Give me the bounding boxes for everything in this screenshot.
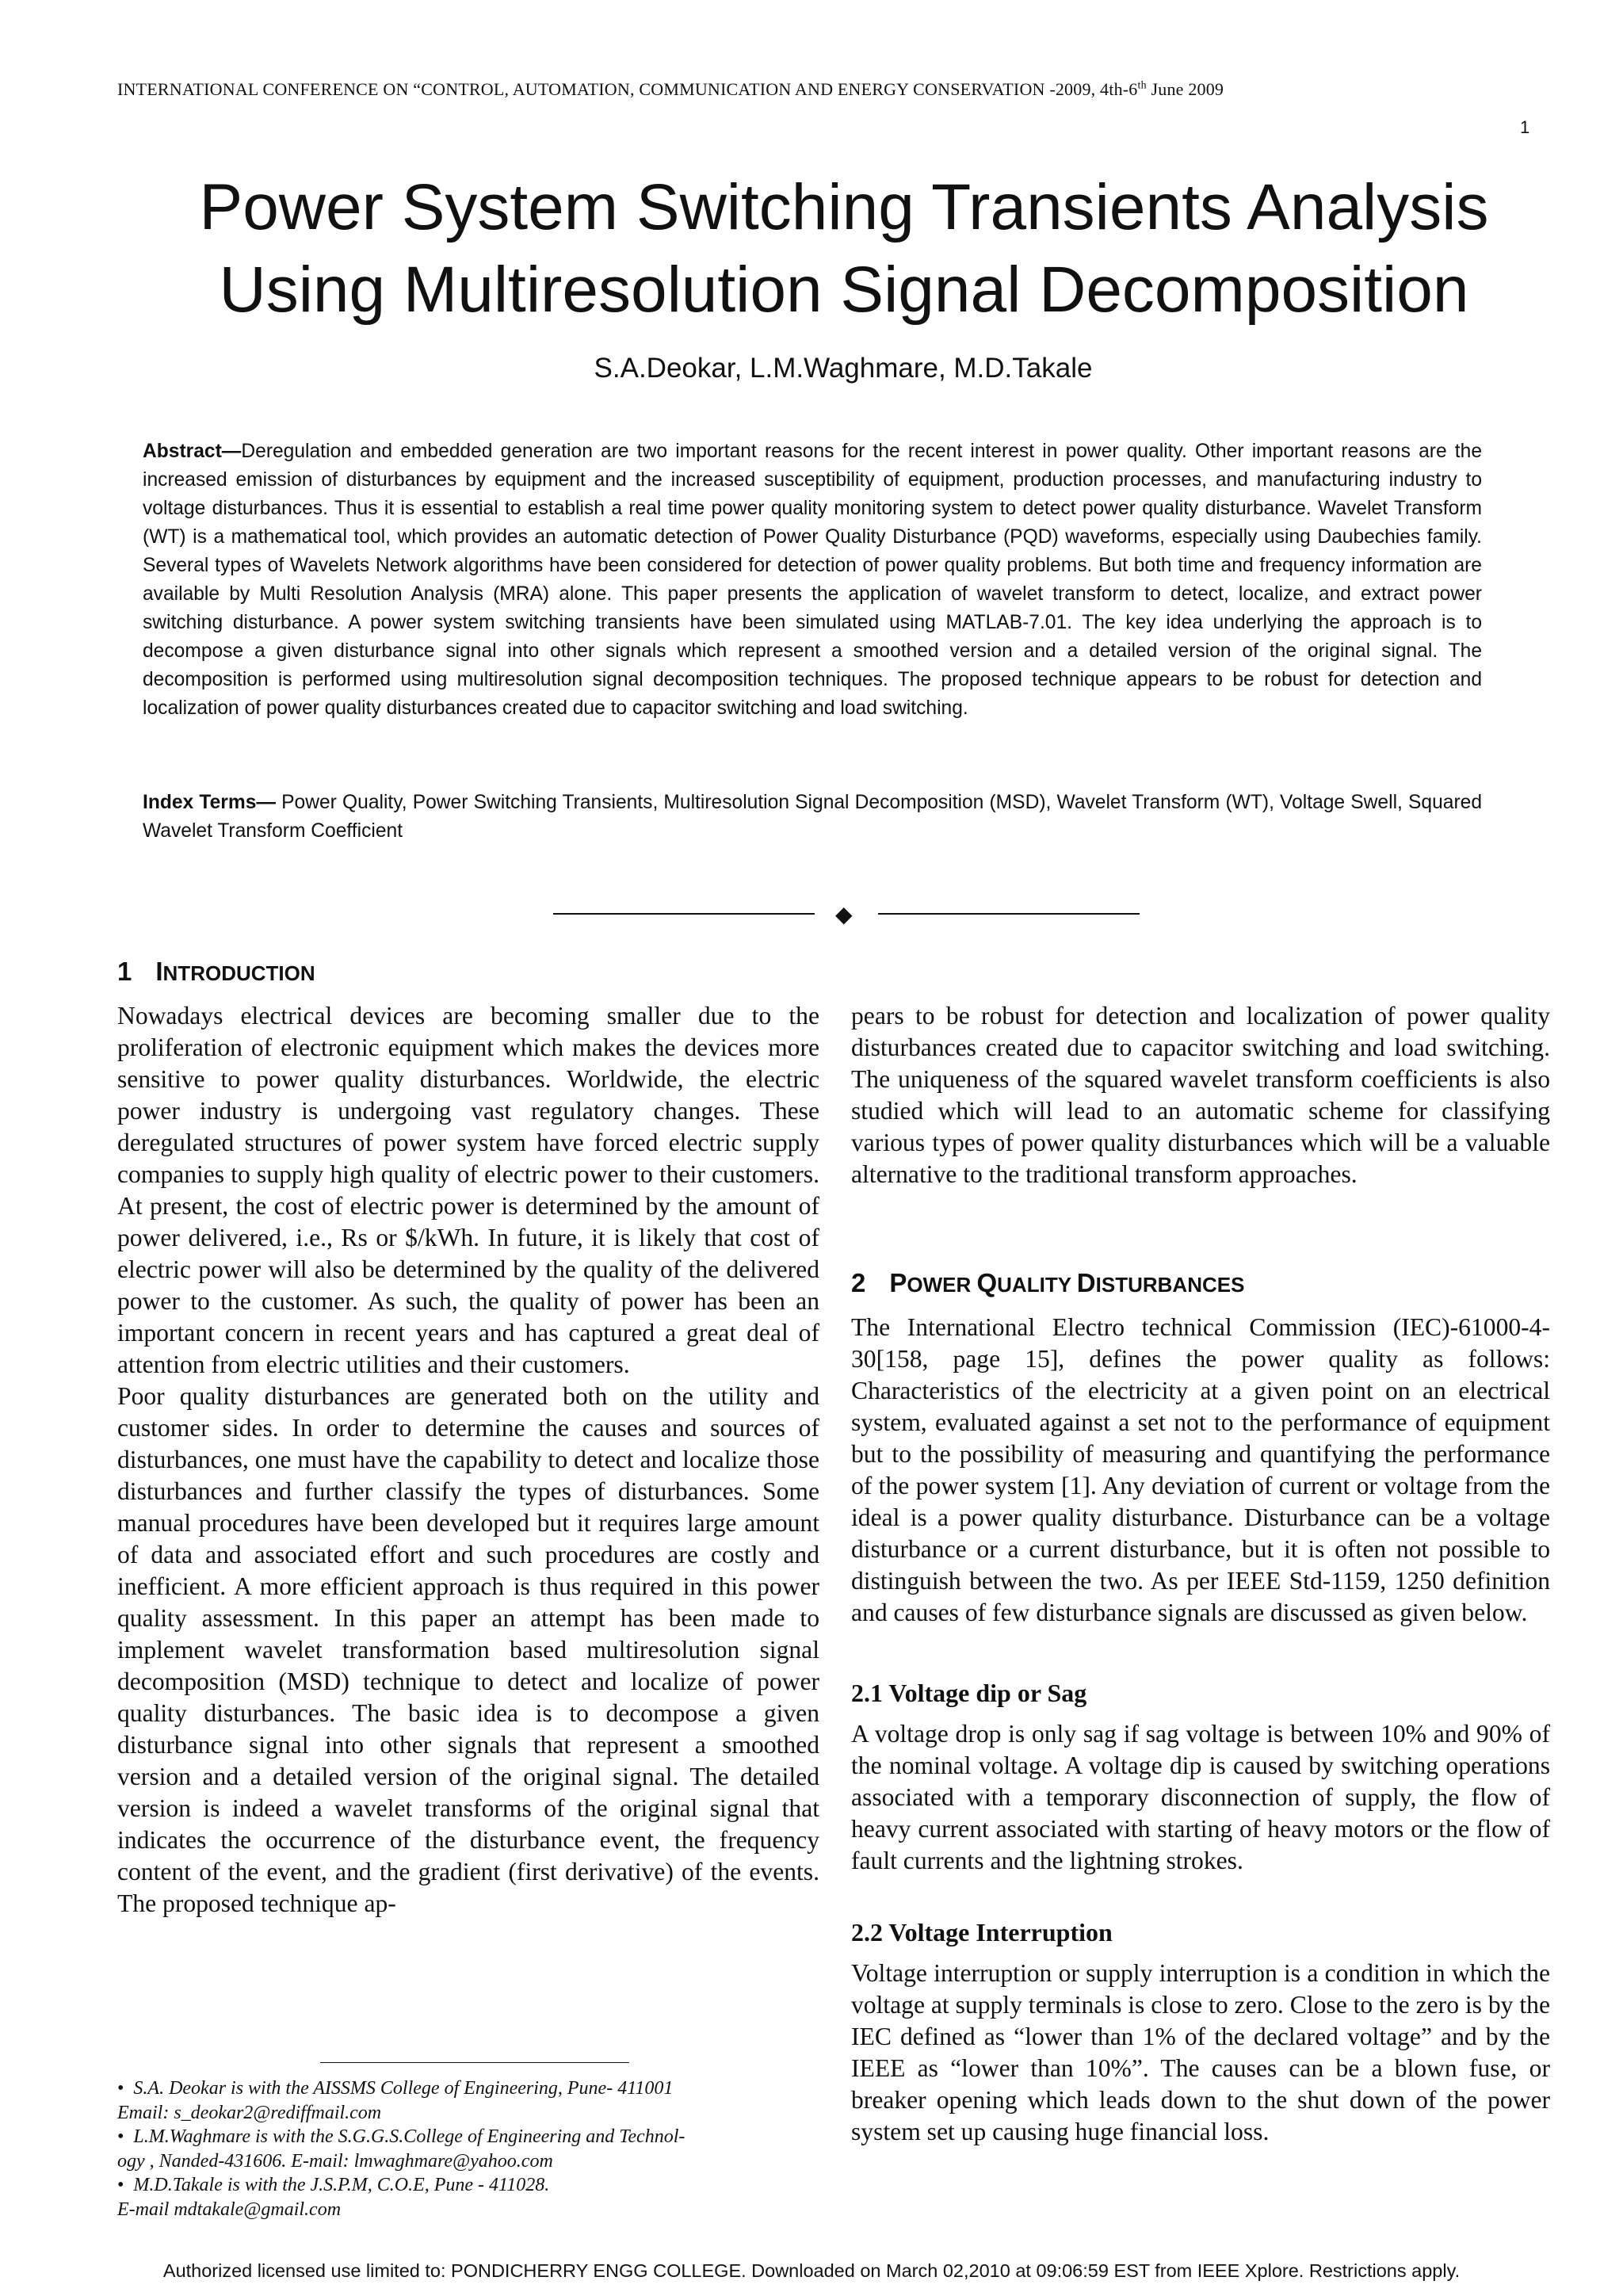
abstract-label: Abstract— [143,441,242,462]
left-column [117,1000,819,1920]
section-2-number: 2 [851,1268,866,1297]
license-notice: Authorized licensed use limited to: PONDICHERRY ENGG COLLEGE. Downloaded on March 02,2010 at 09:06:59 EST from IEEE Xplore. Restrictions apply. [162,2260,1461,2281]
paper-title [95,166,1593,331]
subsection-2-2-heading: 2.2 Voltage Interruption [851,1918,1113,1946]
page-number: 1 [1520,117,1530,137]
section-1-heading [117,957,315,987]
section-1-title-rest: NTRODUCTION [162,961,315,985]
footnote-rule [320,2062,629,2063]
abstract [143,437,1482,723]
footnote-item [117,2173,807,2198]
intro-continuation: pears to be robust for detection and localization of power quality disturbances created due to capacitor switching and load switching. The uniqueness of the squared wavelet transform coefficients is also studied which will lead to an automatic scheme for classifying various types of power quality disturbances which will be a valuable alternative to the traditional transform approaches. [851,1002,1550,1188]
bullet-icon: • [117,2126,124,2147]
abstract-text: Deregulation and embedded generation are two important reasons for the recent interest in power quality. Other important reasons are the increased emission of disturbances by equipment and the increased susceptibility of equipment, production processes, and manufacturing industry to voltage disturbances. Thus it is essential to establish a real time power quality monitoring system to detect power quality disturbance. Wavelet Transform (WT) is a mathematical tool, which provides an automatic detection of Power Quality Disturbance (PQD) waveforms, especially using Daubechies family. Several types of Wavelets Network algorithms have been considered for detection of power quality problems. But both time and frequency information are available by Multi Resolution Analysis (MRA) alone. This paper presents the application of wavelet transform to detect, localize, and extract power switching disturbance. A power system switching transients have been simulated using MATLAB-7.01. The key idea underlying the approach is to decompose a given disturbance signal into other signals which represent a smoothed version and a detailed version of the original signal. The decomposition is performed using multiresolution signal decomposition techniques. The proposed technique appears to be robust for detection and localization of power quality disturbances created due to capacitor switching and load switching. [143,441,1482,719]
section-2-title-p1-initial: P [889,1268,907,1297]
conference-header-sup: th [1137,79,1147,92]
footnote-item [117,2076,807,2101]
paper-title-line-2: Using Multiresolution Signal Decomposition [219,254,1469,326]
subsection-2-1-paragraph: A voltage drop is only sag if sag voltage is between 10% and 90% of the nominal voltage. A voltage dip is caused by switching operations associated with a temporary disconnection of supply, the flow of heavy current associated with starting of heavy motors or the flow of fault currents and the lightning strokes. [851,1720,1550,1874]
index-terms-label: Index Terms— [143,792,276,813]
section-2-title-p2-rest: UALITY [997,1273,1077,1297]
section-2-title-p1-rest: OWER [907,1273,977,1297]
intro-paragraph-2: Poor quality disturbances are generated both on the utility and customer sides. In order to determine the causes and sources of disturbances, one must have the capability to detect and localize those disturbances and further classify the types of disturbances. Some manual procedures have been developed but it requires large amount of data and associated effort and such procedures are costly and inefficient. A more efficient approach is thus required in this power quality assessment. In this paper an attempt has been made to implement wavelet transformation based multiresolution signal decomposition (MSD) technique to detect and localize of power quality disturbances. The basic idea is to decompose a given disturbance signal into other signals that represent a smoothed version and a detailed version of the original signal. The detailed version is indeed a wavelet transforms of the original signal that indicates the occurrence of the disturbance event, the frequency content of the event, and the gradient (first derivative) of the events. The proposed technique ap- [117,1382,819,1917]
subsection-2-1-heading: 2.1 Voltage dip or Sag [851,1679,1087,1707]
footnote-1-line-1: S.A. Deokar is with the AISSMS College of Engineering, Pune- 411001 [133,2078,674,2099]
divider-left [553,913,815,915]
section-2-title-p2-initial: Q [976,1268,998,1297]
section-2-heading [851,1268,1244,1298]
footnote-item [117,2125,807,2149]
subsection-2-2-paragraph: Voltage interruption or supply interruption is a condition in which the voltage at supply terminals is close to zero. Close to the zero is by the IEC defined as “lower than 1% of the declared voltage” and by the IEEE as “lower than 10%”. The causes can be a blown fuse, or breaker opening which leads down to the shut down of the power system set up causing huge financial loss. [851,1959,1550,2145]
authors: S.A.Deokar, L.M.Waghmare, M.D.Takale [594,353,1093,384]
section-2-title-p3-rest: ISTURBANCES [1095,1273,1245,1297]
section-1-number: 1 [117,957,132,986]
section-1-title-initial: I [155,957,163,986]
bullet-icon: • [117,2175,124,2195]
paper-title-line-1: Power System Switching Transients Analysis [199,171,1489,243]
section-2-title-p3-initial: D [1076,1268,1096,1297]
footnote-2-line-1: L.M.Waghmare is with the S.G.G.S.College of Engineering and Technol- [133,2126,685,2147]
bullet-icon: • [117,2078,124,2099]
conference-header-date: June 2009 [1146,79,1224,99]
footnote-2-line-2: ogy , Nanded-431606. E-mail: lmwaghmare@yahoo.com [117,2150,553,2172]
footnote-3-line-1: M.D.Takale is with the J.S.P.M, C.O.E, Pune - 411028. [133,2175,550,2195]
conference-header-text: INTERNATIONAL CONFERENCE ON “CONTROL, AUTOMATION, COMMUNICATION AND ENERGY CONSERVATION -2009, 4th-6 [117,79,1138,99]
footnote-1-line-2: Email: s_deokar2@rediffmail.com [117,2102,382,2123]
author-footnotes [117,2076,807,2222]
intro-paragraph-1: Nowadays electrical devices are becoming smaller due to the proliferation of electronic equipment which makes the devices more sensitive to power quality disturbances. Worldwide, the electric power industry is undergoing vast regulatory changes. These deregulated structures of power system have forced electric supply companies to supply high quality of electric power to their customers. At present, the cost of electric power is determined by the amount of power delivered, i.e., Rs or $/kWh. In future, it is likely that cost of electric power will also be determined by the quality of the delivered power to the customer. As such, the quality of power has been an important concern in recent years and has captured a great deal of attention from electric utilities and their customers. [117,1002,819,1378]
index-terms [143,789,1482,846]
footnote-3-line-2: E-mail mdtakale@gmail.com [117,2199,342,2220]
index-terms-text: Power Quality, Power Switching Transients, Multiresolution Signal Decomposition (MSD), Wavelet Transform (WT), Voltage Swell, Squared Wavelet Transform Coefficient [143,792,1483,842]
conference-header [117,79,1544,100]
divider-right [878,913,1140,915]
section-2-paragraph: The International Electro technical Commission (IEC)-61000-4-30[158, page 15], defines the power quality as follows: Characteristics of the electricity at a given point on an electrical system, evaluated against a set not to the performance of equipment but to the possibility of measuring and quantifying the performance of the power system [1]. Any deviation of current or voltage from the ideal is a power quality disturbance. Disturbance can be a voltage disturbance or a current disturbance, but it is often not possible to distinguish between the two. As per IEEE Std-1159, 1250 definition and causes of few disturbance signals are discussed as given below. [851,1313,1550,1626]
divider-diamond-icon: ◆ [835,901,853,927]
